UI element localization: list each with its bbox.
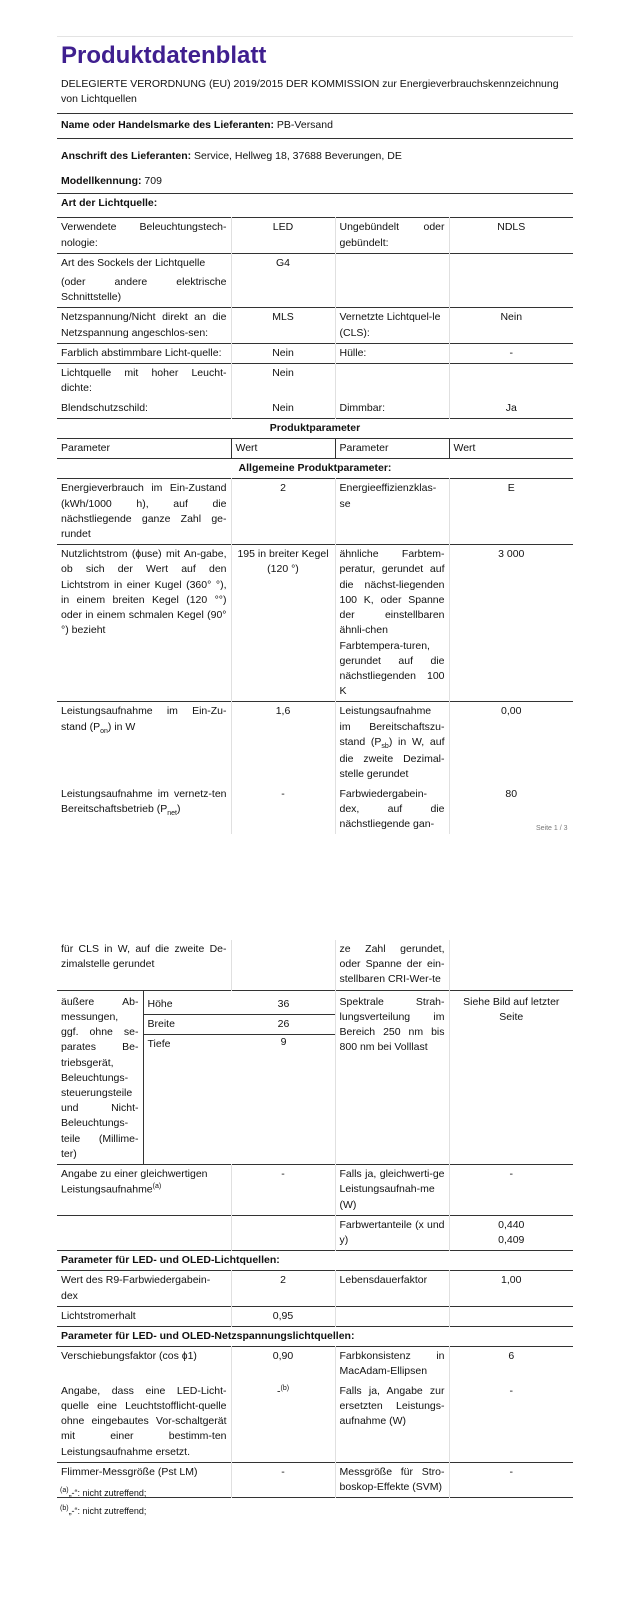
- lighttype-value: Nein: [231, 399, 335, 419]
- param-value-text: -: [276, 1385, 281, 1398]
- param-label: Energieeffizienzklas-se: [335, 479, 449, 545]
- socket-label: Art des Sockels der Lichtquelle: [61, 256, 206, 269]
- lightsource-type-label: Art der Lichtquelle:: [61, 197, 158, 210]
- lighttype-label: Lichtquelle mit hoher Leucht-dichte:: [61, 367, 227, 395]
- param-label-part: ) in W: [107, 720, 136, 733]
- supplier-address-row: [57, 138, 573, 168]
- param-value: 2: [231, 479, 335, 545]
- table-row: [57, 1251, 573, 1271]
- table-row: [57, 364, 573, 399]
- chromaticity-y: 0,409: [498, 1233, 525, 1246]
- param-label: Farbkonsistenz in MacAdam-Ellipsen: [335, 1347, 449, 1382]
- lighttype-label: Netzspannung/Nicht direkt an die Netzspannung angeschlos-sen:: [61, 311, 227, 339]
- width-value: 26: [277, 1017, 290, 1030]
- table-row: [57, 785, 573, 835]
- param-label-part: Leistungsaufnahme im Bereitschaftszu-stand (P: [339, 705, 445, 748]
- param-label: Flimmer-Messgröße (Pst LM): [61, 1465, 198, 1478]
- column-header-parameter: Parameter: [335, 438, 449, 458]
- param-value: 2: [231, 1271, 335, 1306]
- footnote-marker: (b): [280, 1384, 290, 1392]
- table-row: [57, 459, 573, 479]
- param-label: Lebensdauerfaktor: [335, 1271, 449, 1306]
- lighttype-value: [449, 253, 573, 308]
- param-label-part: Leistungsaufnahme im vernetz-ten Bereitschaftsbetrieb (P: [61, 787, 227, 815]
- dimensions-inner-table: [144, 995, 336, 1055]
- param-value: 80: [449, 785, 573, 835]
- column-header-value: Wert: [449, 438, 573, 458]
- socket-cell: [57, 253, 231, 308]
- footnote-marker: (b): [60, 1505, 69, 1512]
- lighttype-value: Ja: [449, 399, 573, 419]
- footnote-marker: (a): [152, 1183, 162, 1191]
- param-label: [335, 702, 449, 785]
- datasheet-page-2: [57, 940, 573, 1498]
- lighttype-value: Nein: [449, 308, 573, 343]
- param-label-subscript: sb: [381, 742, 389, 750]
- param-label: [57, 1165, 231, 1216]
- table-header-row: [57, 438, 573, 458]
- title-block: [57, 36, 573, 113]
- param-value: 6: [449, 1347, 573, 1382]
- param-label: ze Zahl gerundet, oder Spanne der ein-stellbaren CRI-Wer-te: [335, 940, 449, 990]
- lighttype-label: Dimmbar:: [335, 399, 449, 419]
- lighttype-value: LED: [231, 218, 335, 253]
- param-label-subscript: net: [167, 809, 177, 817]
- table-row: [57, 399, 573, 419]
- param-label: Angabe, dass eine LED-Licht-quelle eine Leuchtstofflicht-quelle ohne eingebautes Vor-schaltgerät mit einer bestimm-ten Leistungsaufnahme ersetzt.: [61, 1384, 227, 1458]
- supplier-name-value: PB-Versand: [276, 119, 333, 132]
- footnote: [60, 1504, 146, 1518]
- param-label: [57, 702, 231, 785]
- dimensions-subtable: [143, 990, 335, 1164]
- parameters-continued-table: [57, 940, 573, 1498]
- param-value: [231, 1382, 335, 1463]
- height-label: Höhe: [147, 997, 173, 1010]
- lighttype-label: Farblich abstimmbare Licht-quelle:: [61, 346, 222, 359]
- table-row: [57, 343, 573, 363]
- table-row: [57, 1271, 573, 1306]
- dimension-width-row: [144, 1014, 336, 1034]
- param-value: 0,90: [231, 1347, 335, 1382]
- param-label-part: ) in W, auf die zweite Dezimal-stelle gerundet: [339, 735, 445, 781]
- datasheet-page-1: [57, 36, 573, 834]
- table-row: [57, 479, 573, 545]
- socket-label-extra: (oder andere elektrische Schnittstelle): [61, 275, 227, 304]
- lighttype-value: Nein: [231, 343, 335, 363]
- height-value: 36: [277, 997, 290, 1010]
- model-row: [57, 168, 573, 193]
- footnote-text: „-“: nicht zutreffend;: [68, 1506, 147, 1516]
- param-label: für CLS in W, auf die zweite De-zimalstelle gerundet: [61, 943, 227, 971]
- param-label-part: Leistungsaufnahme im Ein-Zu-stand (P: [61, 705, 227, 733]
- param-label: Messgröße für Stro-boskop-Effekte (SVM): [335, 1462, 449, 1497]
- param-label: Energieverbrauch im Ein-Zustand (kWh/1000 h), auf die nächstliegende ganze Zahl ge-rundet: [61, 482, 227, 541]
- table-row: [57, 1382, 573, 1463]
- lighttype-value: Nein: [231, 364, 335, 399]
- dimensions-label: äußere Ab-messungen, ggf. ohne se-parates Be-triebsgerät, Beleuchtungs-steuerungsteile und Nicht-Beleuchtungs-teile (Millime-ter): [57, 990, 143, 1164]
- depth-value: 9: [280, 1036, 287, 1049]
- chromaticity-x: 0,440: [498, 1218, 525, 1231]
- table-row: [57, 1215, 573, 1250]
- param-value: -: [231, 1462, 335, 1497]
- empty-cell: [231, 940, 335, 990]
- regulation-subtitle: DELEGIERTE VERORDNUNG (EU) 2019/2015 DER KOMMISSION zur Energieverbrauchskennzeichnung von Lichtquellen: [61, 78, 559, 106]
- mains-parameters-heading: Parameter für LED- und OLED-Netzspannungslichtquellen:: [61, 1330, 355, 1343]
- param-value: 1,6: [231, 702, 335, 785]
- lighttype-label: [335, 364, 449, 399]
- param-value: -: [231, 785, 335, 835]
- param-label: [57, 785, 231, 835]
- param-value: -: [449, 1165, 573, 1216]
- column-header-value: Wert: [231, 438, 335, 458]
- page-number: Seite 1 / 3: [536, 825, 568, 832]
- param-value: -: [231, 1165, 335, 1216]
- empty-cell: [231, 1215, 335, 1250]
- dimension-height-row: [144, 995, 336, 1015]
- dimensions-row: [57, 990, 573, 1164]
- table-row: [57, 545, 573, 702]
- lighttype-value: MLS: [231, 308, 335, 343]
- supplier-address-label: Anschrift des Lieferanten:: [61, 149, 192, 162]
- column-header-parameter: Parameter: [61, 441, 111, 454]
- table-row: [57, 1306, 573, 1326]
- table-row: [57, 702, 573, 785]
- supplier-address-value: Service, Hellweg 18, 37688 Beverungen, DE: [194, 149, 402, 162]
- param-label-part: ): [176, 802, 181, 815]
- chromaticity-values: [449, 1215, 573, 1250]
- spectral-label: Spektrale Strah-lungsverteilung im Bereich 250 nm bis 800 nm bei Volllast: [335, 990, 449, 1164]
- empty-cell: [57, 1215, 231, 1250]
- lighttype-label: Vernetzte Lichtquel-le (CLS):: [335, 308, 449, 343]
- footnote-marker: (a): [60, 1487, 69, 1494]
- param-label-subscript: on: [100, 727, 108, 735]
- param-label: Nutzlichtstrom (ɸuse) mit An-gabe, ob sich der Wert auf den Lichtstrom in einer Kugel (360° °), in einem breiten Kegel (120 °°) oder in einem schmalen Kegel (90° °) bezieht: [61, 548, 227, 637]
- model-value: 709: [144, 174, 162, 187]
- param-value: -: [449, 1382, 573, 1463]
- table-row: [57, 308, 573, 343]
- param-label: Verschiebungsfaktor (cos ɸ1): [61, 1350, 197, 1363]
- table-row: [57, 418, 573, 438]
- param-value: 0,95: [231, 1306, 335, 1326]
- param-label: Lichtstromerhalt: [61, 1309, 136, 1322]
- footnote-text: „-“: nicht zutreffend;: [68, 1488, 147, 1498]
- general-parameters-heading: Allgemeine Produktparameter:: [238, 462, 392, 475]
- depth-label: Tiefe: [147, 1038, 171, 1051]
- param-label: Farbwertanteile (x und y): [335, 1215, 449, 1250]
- lighttype-label: Blendschutzschild:: [61, 401, 148, 414]
- table-row: [57, 1347, 573, 1382]
- table-row: [57, 1165, 573, 1216]
- param-value: 0,00: [449, 702, 573, 785]
- param-value: E: [449, 479, 573, 545]
- spectral-value: Siehe Bild auf letzter Seite: [449, 990, 573, 1164]
- supplier-name-label: Name oder Handelsmarke des Lieferanten:: [61, 119, 274, 132]
- model-label: Modellkennung:: [61, 174, 142, 187]
- page-title: Produktdatenblatt: [61, 42, 267, 69]
- footnote: [60, 1486, 146, 1500]
- param-value: 195 in breiter Kegel (120 °): [231, 545, 335, 702]
- table-row: [57, 218, 573, 253]
- lighttype-label: Ungebündelt oder gebündelt:: [335, 218, 449, 253]
- lighttype-value: G4: [231, 253, 335, 308]
- param-label-part: Angabe zu einer gleichwertigen Leistungsaufnahme: [61, 1168, 208, 1196]
- width-label: Breite: [147, 1017, 175, 1030]
- param-value: -: [449, 1462, 573, 1497]
- empty-cell: [449, 1306, 573, 1326]
- led-parameters-heading: Parameter für LED- und OLED-Lichtquellen:: [61, 1254, 280, 1267]
- param-value: 3 000: [449, 545, 573, 702]
- lighttype-label: [335, 253, 449, 308]
- lighttype-label: Verwendete Beleuchtungstech-nologie:: [61, 221, 227, 249]
- lighttype-value: NDLS: [449, 218, 573, 253]
- param-label: Falls ja, gleichwerti-ge Leistungsaufnah-me (W): [335, 1165, 449, 1216]
- lightsource-type-table: [57, 217, 573, 834]
- lighttype-value: [449, 364, 573, 399]
- dimension-depth-row: [144, 1035, 336, 1055]
- product-parameters-heading: Produktparameter: [269, 421, 361, 434]
- param-label: Falls ja, Angabe zur ersetzten Leistungs-aufnahme (W): [335, 1382, 449, 1463]
- lighttype-value: -: [449, 343, 573, 363]
- supplier-name-row: [57, 113, 573, 137]
- table-row: [57, 253, 573, 308]
- param-label: Wert des R9-Farbwiedergabein-dex: [61, 1274, 211, 1302]
- empty-cell: [449, 940, 573, 990]
- lightsource-type-heading: [57, 193, 573, 217]
- param-label: ähnliche Farbtem-peratur, gerundet auf die nächst-liegenden 100 K, oder Spanne der einstellbaren ähnli-chen Farbtempera-turen, gerundet auf die nächstliegenden 100 K: [335, 545, 449, 702]
- empty-cell: [335, 1306, 449, 1326]
- param-label: Farbwiedergabein-dex, auf die nächstliegende gan-: [335, 785, 449, 835]
- table-row: [57, 940, 573, 990]
- table-row: [57, 1327, 573, 1347]
- param-value: 1,00: [449, 1271, 573, 1306]
- lighttype-label: Hülle:: [335, 343, 449, 363]
